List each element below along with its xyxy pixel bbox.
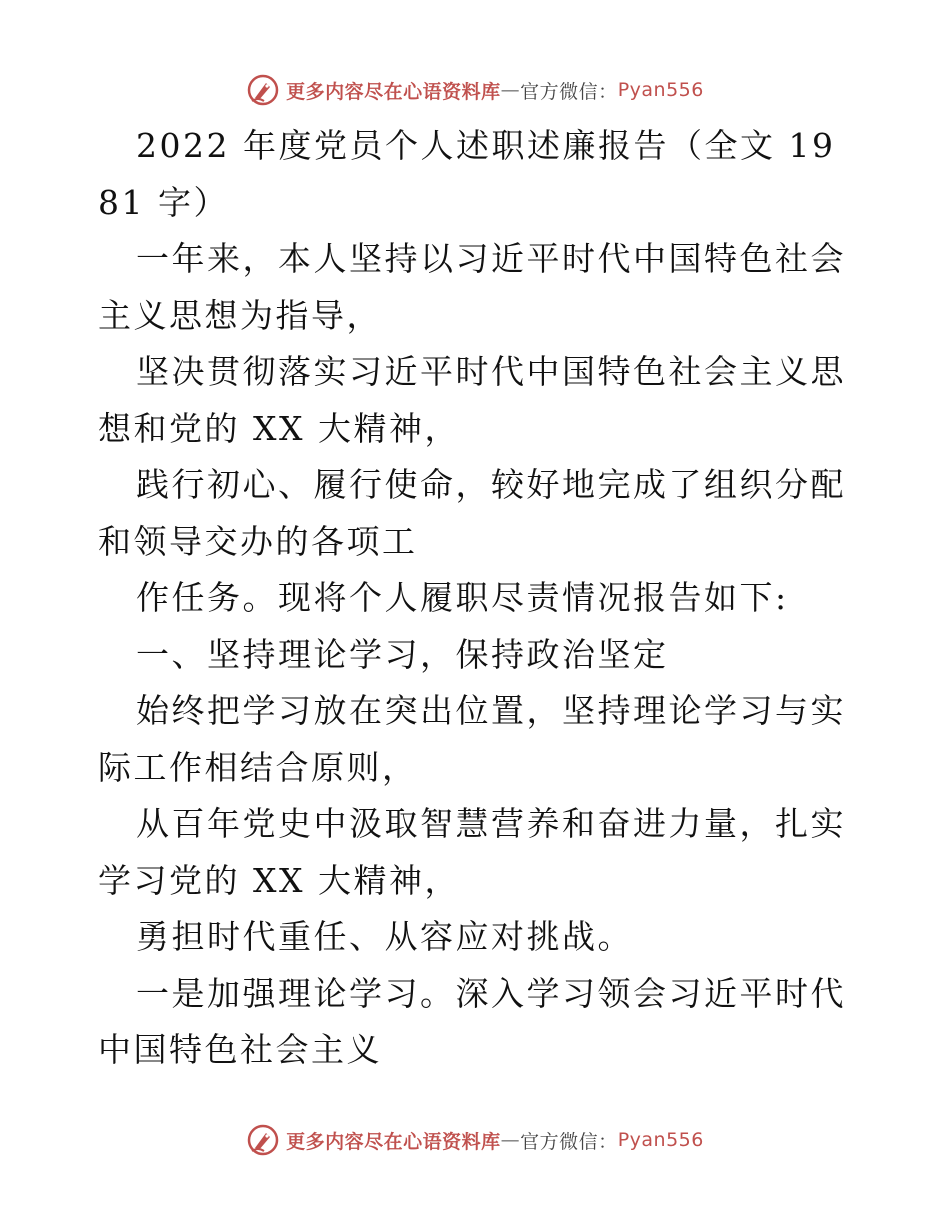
paragraph: 践行初心、履行使命，较好地完成了组织分配和领导交办的各项工 <box>98 465 846 561</box>
banner-official-label: 官方微信： <box>520 80 618 103</box>
header-banner <box>0 70 950 110</box>
banner-brand-text: 更多内容尽在心语资料库 <box>286 80 501 103</box>
banner-wechat-id: Pyan556 <box>617 79 704 101</box>
banner-brand-text: 更多内容尽在心语资料库 <box>286 1130 501 1153</box>
banner-separator: — <box>500 1129 521 1151</box>
pen-nib-logo-icon <box>246 1123 280 1157</box>
banner-official-label: 官方微信： <box>520 1130 618 1153</box>
footer-banner <box>0 1120 950 1160</box>
document-title: 2022 年度党员个人述职述廉报告（全文 1981 字） <box>98 126 836 222</box>
banner-separator: — <box>500 79 521 101</box>
paragraph: 从百年党史中汲取智慧营养和奋进力量，扎实学习党的 XX 大精神， <box>98 804 846 900</box>
paragraph: 坚决贯彻落实习近平时代中国特色社会主义思想和党的 XX 大精神， <box>98 352 846 448</box>
paragraph: 勇担时代重任、从容应对挑战。 <box>136 917 633 956</box>
pen-nib-logo-icon <box>246 73 280 107</box>
banner-wechat-id: Pyan556 <box>617 1129 704 1151</box>
document-body <box>98 118 858 1079</box>
paragraph: 一是加强理论学习。深入学习领会习近平时代中国特色社会主义 <box>98 973 846 1069</box>
paragraph: 作任务。现将个人履职尽责情况报告如下: <box>136 578 789 617</box>
paragraph: 一年来，本人坚持以习近平时代中国特色社会主义思想为指导， <box>98 239 846 335</box>
section-heading: 一、坚持理论学习，保持政治坚定 <box>136 634 669 674</box>
paragraph: 始终把学习放在突出位置，坚持理论学习与实际工作相结合原则， <box>98 691 846 787</box>
